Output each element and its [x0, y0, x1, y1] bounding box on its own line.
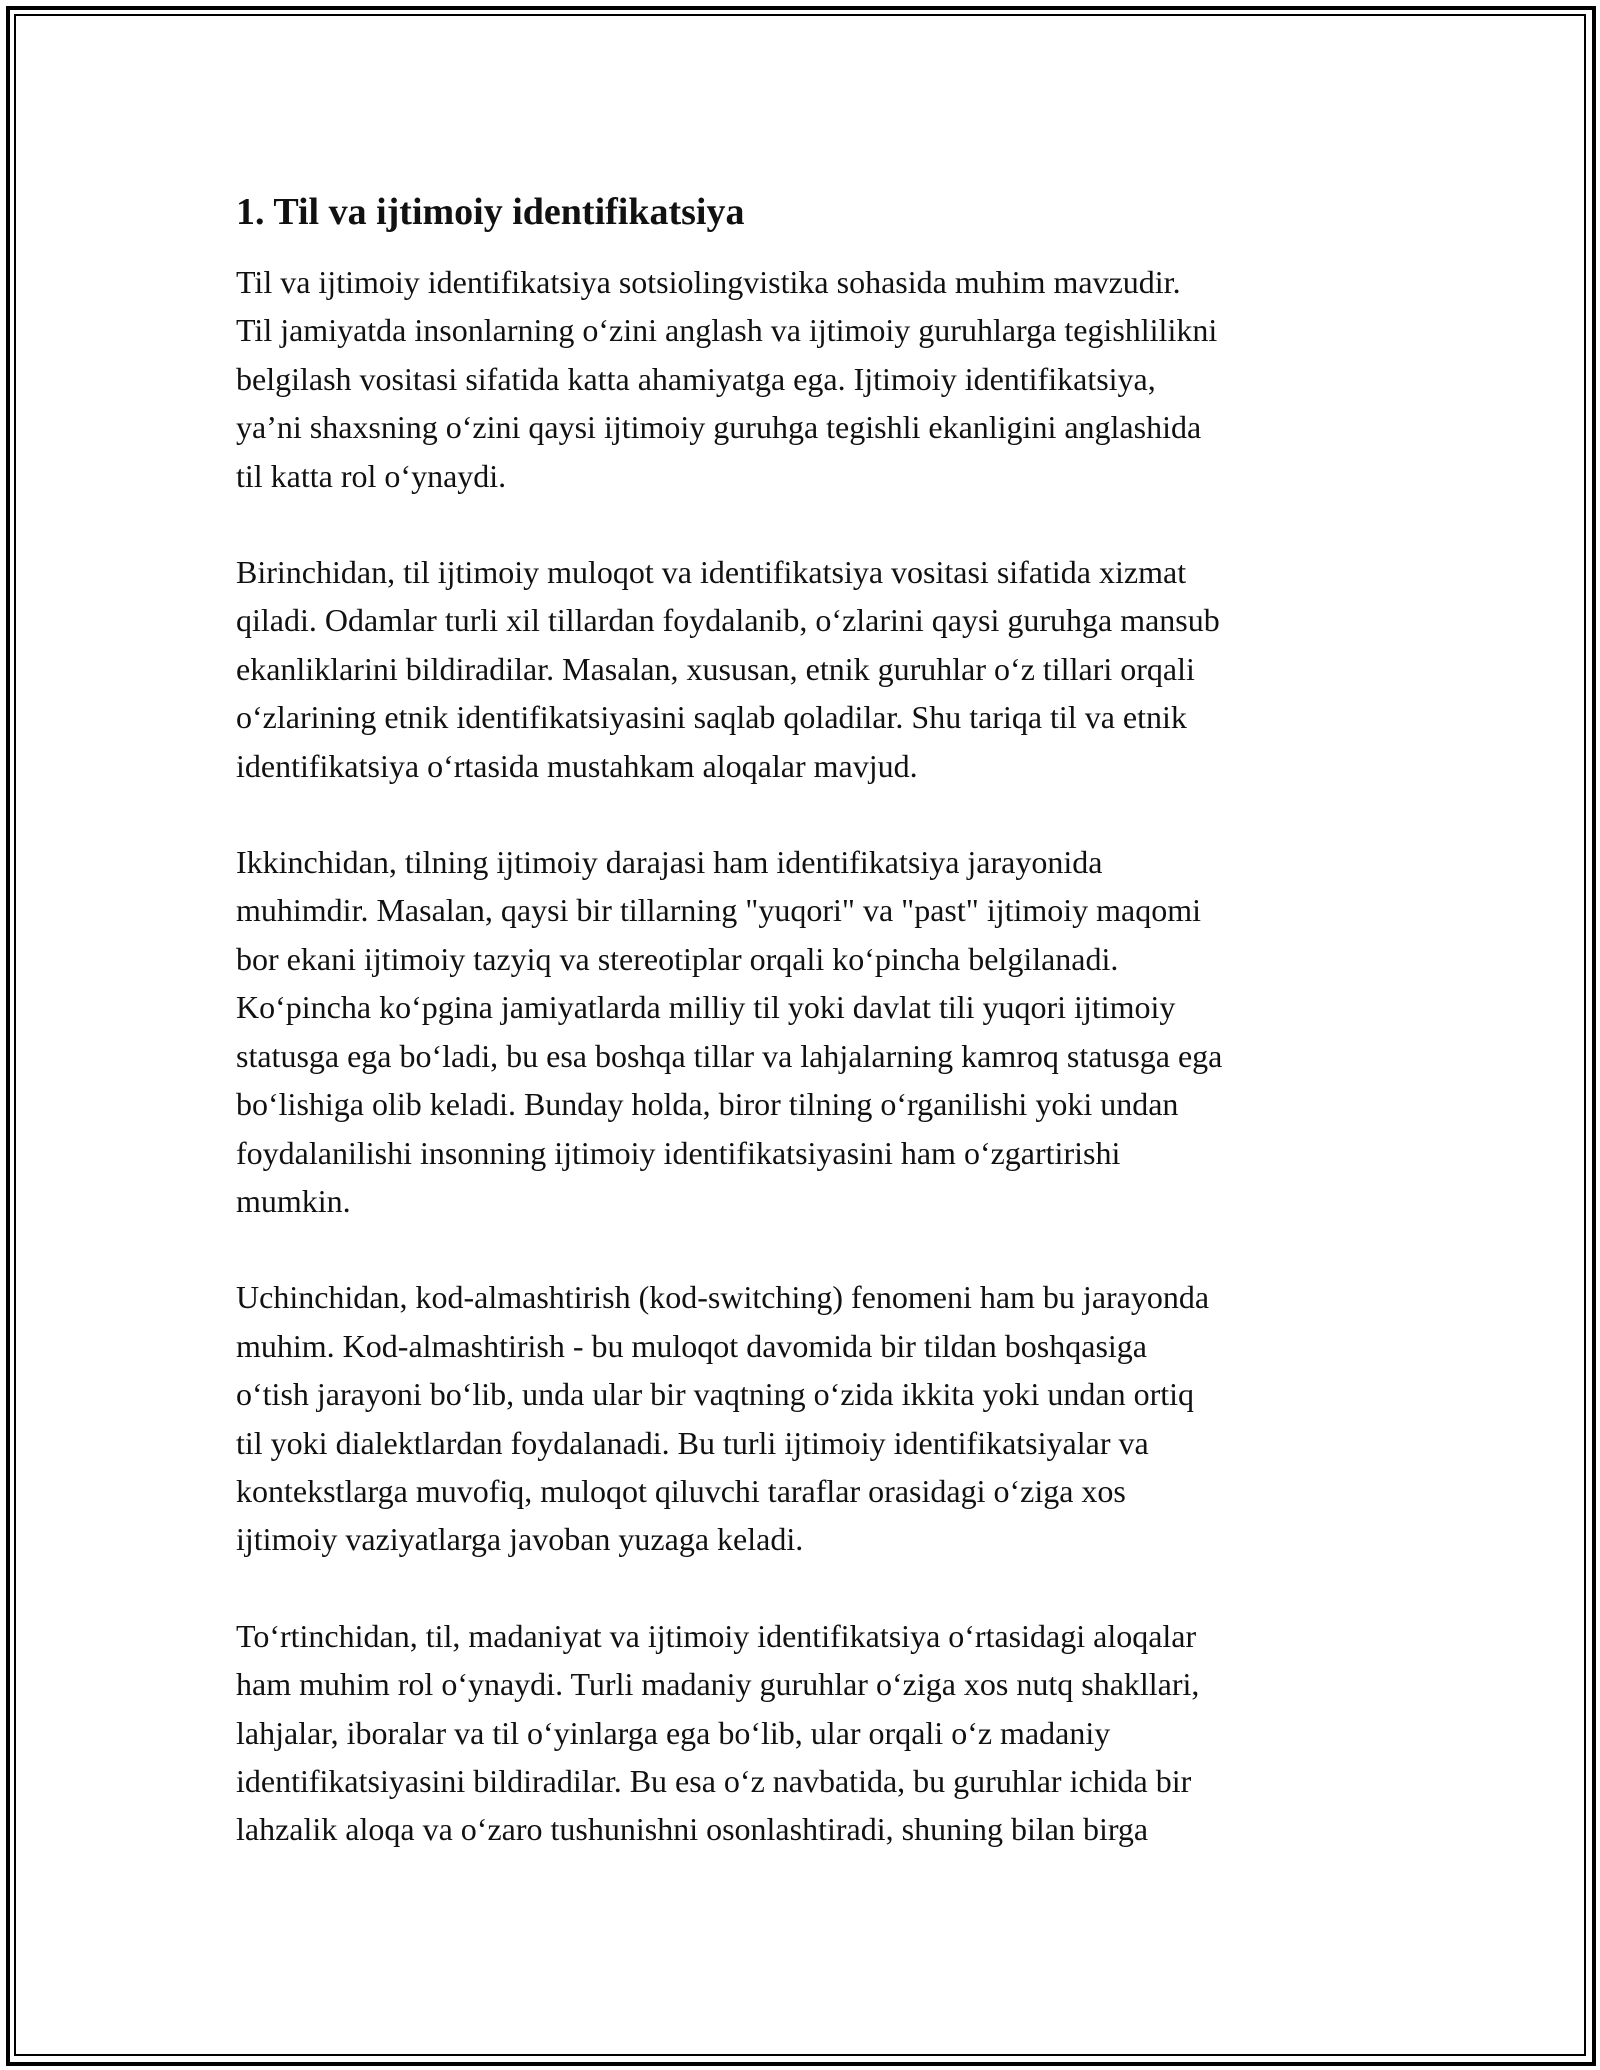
paragraph-fourth-point: To‘rtinchidan, til, madaniyat va ijtimoiy identifikatsiya o‘rtasidagi aloqalar ham muhim rol o‘ynaydi. Turli madaniy guruhlar o‘ziga xos nutq shakllari, lahjalar, iboralar va til o‘yinlarga ega bo‘lib, ular orqali o‘z madaniy identifikatsiyasini bildiradilar. Bu esa o‘z navbatida, bu guruhlar ichida bir lahzalik aloqa va o‘zaro tushunishni osonlashtiradi, shuning bilan birga: [236, 1617, 1200, 1848]
document-body: [236, 186, 1386, 1902]
paragraph-first-point: Birinchidan, til ijtimoiy muloqot va identifikatsiya vositasi sifatida xizmat qiladi. Odamlar turli xil tillardan foydalanib, o‘zlarini qaysi guruhga mansub ekanliklarini bildiradilar. Masalan, xususan, etnik guruhlar o‘z tillari orqali o‘zlarining etnik identifikatsiyasini saqlab qoladilar. Shu tariqa til va etnik identifikatsiya o‘rtasida mustahkam aloqalar mavjud.: [236, 554, 1220, 784]
paragraph-third-point: Uchinchidan, kod-almashtirish (kod-switching) fenomeni ham bu jarayonda muhim. Kod-almashtirish - bu muloqot davomida bir tildan boshqasiga o‘tish jarayoni bo‘lib, unda ular bir vaqtning o‘zida ikkita yoki undan ortiq til yoki dialektlardan foydalanadi. Bu turli ijtimoiy identifikatsiyalar va kontekstlarga muvofiq, muloqot qiluvchi taraflar orasidagi o‘ziga xos ijtimoiy vaziyatlarga javoban yuzaga keladi.: [236, 1279, 1210, 1558]
paragraph-second-point: Ikkinchidan, tilning ijtimoiy darajasi ham identifikatsiya jarayonida muhimdir. Masalan, qaysi bir tillarning "yuqori" va "past" ijtimoiy maqomi bor ekani ijtimoiy tazyiq va stereotiplar orqali ko‘pincha belgilanadi. Ko‘pincha ko‘pgina jamiyatlarda milliy til yoki davlat tili yuqori ijtimoiy statusga ega bo‘ladi, bu esa boshqa tillar va lahjalarning kamroq statusga ega bo‘lishiga olib keladi. Bunday holda, biror tilning o‘rganilishi yoki undan foydalanilishi insonning ijtimoiy identifikatsiyasini ham o‘zgartirishi mumkin.: [236, 844, 1223, 1219]
section-heading: 1. Til va ijtimoiy identifikatsiya: [236, 191, 745, 233]
paragraph-intro: Til va ijtimoiy identifikatsiya sotsiolingvistika sohasida muhim mavzudir. Til jamiyatda insonlarning o‘zini anglash va ijtimoiy guruhlarga tegishlilikni belgilash vositasi sifatida katta ahamiyatga ega. Ijtimoiy identifikatsiya, ya’ni shaxsning o‘zini qaysi ijtimoiy guruhga tegishli ekanligini anglashida til katta rol o‘ynaydi.: [236, 264, 1218, 494]
